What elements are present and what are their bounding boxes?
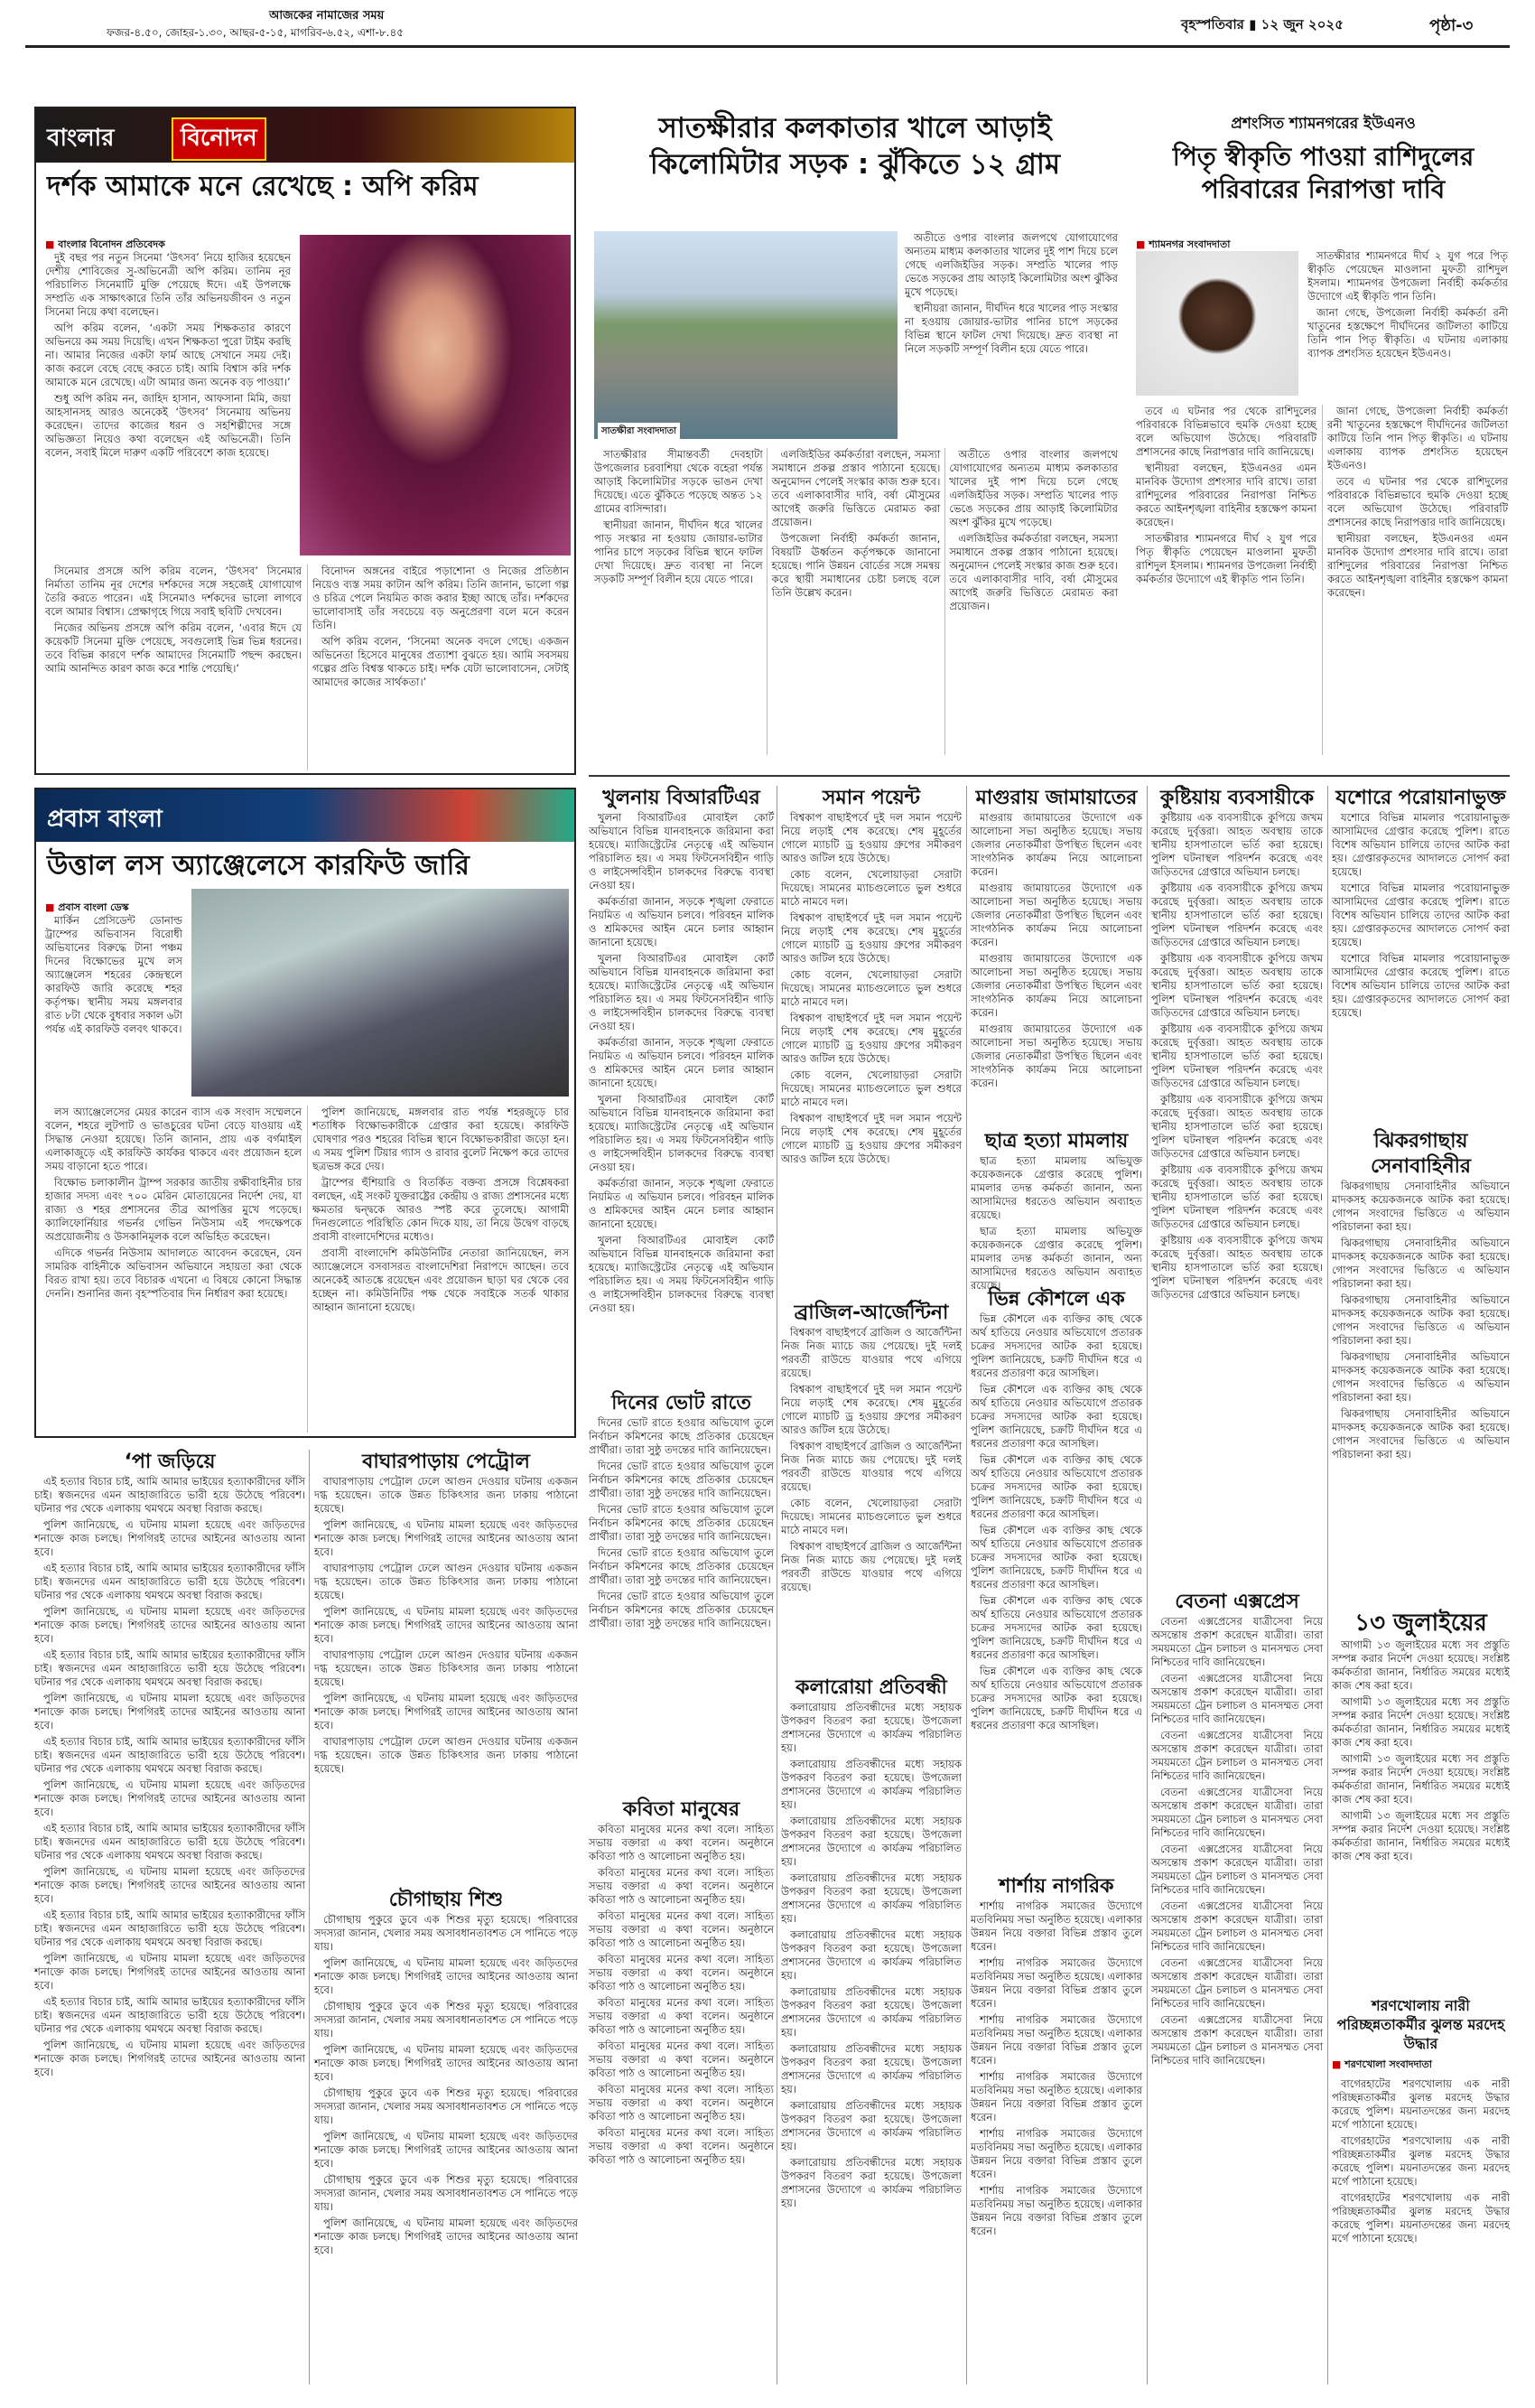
jessore-headline: যশোরে পরোয়ানাভুক্ত — [1335, 787, 1506, 809]
road-canal-photo — [594, 231, 898, 439]
sharsha-body: শার্শায় নাগরিক সমাজের উদ্যোগে মতবিনিময় সভা অনুষ্ঠিত হয়েছে। এলাকার উন্নয়ন নিয়ে বক্তারা বিভিন্ন প্রস্তাব তুলে ধরেন। শার্শায় নাগরিক সমাজের উদ্যোগে মতবিনিময় সভা অনুষ্ঠিত হয়েছে। এলাকার উন্নয়ন নিয়ে বক্তারা বিভিন্ন প্রস্তাব তুলে ধরেন। শার্শায় নাগরিক সমাজের উদ্যোগে মতবিনিময় সভা অনুষ্ঠিত হয়েছে। এলাকার উন্নয়ন নিয়ে বক্তারা বিভিন্ন প্রস্তাব তুলে ধরেন। শার্শায় নাগরিক সমাজের উদ্যোগে মতবিনিময় সভা অনুষ্ঠিত হয়েছে। এলাকার উন্নয়ন নিয়ে বক্তারা বিভিন্ন প্রস্তাব তুলে ধরেন। শার্শায় নাগরিক সমাজের উদ্যোগে মতবিনিময় সভা অনুষ্ঠিত হয়েছে। এলাকার উন্নয়ন নিয়ে বক্তারা বিভিন্ন প্রস্তাব তুলে ধরেন। শার্শায় নাগরিক সমাজের উদ্যোগে মতবিনিময় সভা অনুষ্ঠিত হয়েছে। এলাকার উন্নয়ন নিয়ে বক্তারা বিভিন্ন প্রস্তাব তুলে ধরেন। — [971, 1899, 1142, 2237]
jhikargachha-story — [1332, 1129, 1510, 1599]
khulna-brta-story — [589, 786, 774, 1382]
shyamnagar-headline: পিতৃ স্বীকৃতি পাওয়া রাশিদুলের পরিবারের নিরাপত্তা দাবি — [1172, 142, 1475, 204]
col-rule — [1147, 786, 1148, 2385]
probash-section — [34, 788, 576, 1438]
brazil-argentina-headline: ব্রাজিল-আর্জেন্টিনা — [794, 1302, 949, 1324]
probash-kicker: প্রবাস বাংলা — [47, 806, 163, 833]
shyamnagar-body-bottom: তবে এ ঘটনার পর থেকে রাশিদুলের পরিবারকে বিভিন্নভাবে হুমকি দেওয়া হচ্ছে বলে অভিযোগ উঠেছে। পরিবারটি প্রশাসনের কাছে নিরাপত্তার দাবি জানিয়েছে। স্থানীয়রা বলছেন, ইউএনওর এমন মানবিক উদ্যোগ প্রশংসার দাবি রাখে। তারা রাশিদুলের পরিবারের নিরাপত্তা নিশ্চিত করতে আইনশৃঙ্খলা বাহিনীর হস্তক্ষেপ কামনা করেছেন। সাতক্ষীরার শ্যামনগরে দীর্ঘ ২ যুগ পরে পিতৃ স্বীকৃতি পেয়েছেন মাওলানা মুফতী রাশিদুল ইসলাম। শ্যামনগর উপজেলা নির্বাহী কর্মকর্তার উদ্যোগে এই স্বীকৃতি পান তিনি। জানা গেছে, উপজেলা নির্বাহী কর্মকর্তা রনী খাতুনের হস্তক্ষেপে দীর্ঘদিনের জটিলতা কাটিয়ে তিনি পান পিতৃ স্বীকৃতি। এ ঘটনায় এলাকায় ব্যাপক প্রশংসিত হয়েছেন ইউএনও। তবে এ ঘটনার পর থেকে রাশিদুলের পরিবারকে বিভিন্নভাবে হুমকি দেওয়া হচ্ছে বলে অভিযোগ উঠেছে। পরিবারটি প্রশাসনের কাছে নিরাপত্তার দাবি জানিয়েছে। স্থানীয়রা বলছেন, ইউএনওর এমন মানবিক উদ্যোগ প্রশংসার দাবি রাখে। তারা রাশিদুলের পরিবারের নিরাপত্তা নিশ্চিত করতে আইনশৃঙ্খলা বাহিনীর হস্তক্ষেপ কামনা করেছেন। — [1136, 405, 1508, 599]
pa-jriye-story — [34, 1450, 305, 2385]
issue-date: বৃহস্পতিবার ▮ ১২ জুন ২০২৫ — [1181, 16, 1344, 33]
magura-body: মাগুরায় জামায়াতের উদ্যোগে এক আলোচনা সভা অনুষ্ঠিত হয়েছে। সভায় জেলার নেতাকর্মীরা উপস্থিত ছিলেন এবং সাংগঠনিক কার্যক্রম নিয়ে আলোচনা করেন। মাগুরায় জামায়াতের উদ্যোগে এক আলোচনা সভা অনুষ্ঠিত হয়েছে। সভায় জেলার নেতাকর্মীরা উপস্থিত ছিলেন এবং সাংগঠনিক কার্যক্রম নিয়ে আলোচনা করেন। মাগুরায় জামায়াতের উদ্যোগে এক আলোচনা সভা অনুষ্ঠিত হয়েছে। সভায় জেলার নেতাকর্মীরা উপস্থিত ছিলেন এবং সাংগঠনিক কার্যক্রম নিয়ে আলোচনা করেন। মাগুরায় জামায়াতের উদ্যোগে এক আলোচনা সভা অনুষ্ঠিত হয়েছে। সভায় জেলার নেতাকর্মীরা উপস্থিত ছিলেন এবং সাংগঠনিক কার্যক্রম নিয়ে আলোচনা করেন। — [971, 811, 1142, 1089]
page-number: পৃষ্ঠা-৩ — [1429, 16, 1474, 35]
dinar-vote-body: দিনের ভোট রাতে হওয়ার অভিযোগ তুলে নির্বাচন কমিশনের কাছে প্রতিকার চেয়েছেন প্রার্থীরা। তারা সুষ্ঠু তদন্তের দাবি জানিয়েছেন। দিনের ভোট রাতে হওয়ার অভিযোগ তুলে নির্বাচন কমিশনের কাছে প্রতিকার চেয়েছেন প্রার্থীরা। তারা সুষ্ঠু তদন্তের দাবি জানিয়েছেন। দিনের ভোট রাতে হওয়ার অভিযোগ তুলে নির্বাচন কমিশনের কাছে প্রতিকার চেয়েছেন প্রার্থীরা। তারা সুষ্ঠু তদন্তের দাবি জানিয়েছেন। দিনের ভোট রাতে হওয়ার অভিযোগ তুলে নির্বাচন কমিশনের কাছে প্রতিকার চেয়েছেন প্রার্থীরা। তারা সুষ্ঠু তদন্তের দাবি জানিয়েছেন। দিনের ভোট রাতে হওয়ার অভিযোগ তুলে নির্বাচন কমিশনের কাছে প্রতিকার চেয়েছেন প্রার্থীরা। তারা সুষ্ঠু তদন্তের দাবি জানিয়েছেন। — [589, 1416, 774, 1629]
july-13-body: আগামী ১৩ জুলাইয়ের মধ্যে সব প্রস্তুতি সম্পন্ন করার নির্দেশ দেওয়া হয়েছে। সংশ্লিষ্ট কর্মকর্তারা জানান, নির্ধারিত সময়ের মধ্যেই কাজ শেষ করা হবে। আগামী ১৩ জুলাইয়ের মধ্যে সব প্রস্তুতি সম্পন্ন করার নির্দেশ দেওয়া হয়েছে। সংশ্লিষ্ট কর্মকর্তারা জানান, নির্ধারিত সময়ের মধ্যেই কাজ শেষ করা হবে। আগামী ১৩ জুলাইয়ের মধ্যে সব প্রস্তুতি সম্পন্ন করার নির্দেশ দেওয়া হয়েছে। সংশ্লিষ্ট কর্মকর্তারা জানান, নির্ধারিত সময়ের মধ্যেই কাজ শেষ করা হবে। আগামী ১৩ জুলাইয়ের মধ্যে সব প্রস্তুতি সম্পন্ন করার নির্দেশ দেওয়া হয়েছে। সংশ্লিষ্ট কর্মকর্তারা জানান, নির্ধারিত সময়ের মধ্যেই কাজ শেষ করা হবে। — [1332, 1638, 1510, 1862]
khulna-brta-headline: খুলনায় বিআরটিএর — [602, 787, 760, 809]
col-divider — [309, 1450, 310, 2385]
prayer-times-label: আজকের নামাজের সময় — [269, 9, 385, 23]
binodon-kicker-2: বিনোদন — [172, 117, 266, 161]
kushtia-body: কুষ্টিয়ায় এক ব্যবসায়ীকে কুপিয়ে জখম করেছে দুর্বৃত্তরা। আহত অবস্থায় তাকে স্থানীয় হাসপাতালে ভর্তি করা হয়েছে। পুলিশ ঘটনাস্থল পরিদর্শন করেছে এবং জড়িতদের গ্রেপ্তারে অভিযান চলছে। কুষ্টিয়ায় এক ব্যবসায়ীকে কুপিয়ে জখম করেছে দুর্বৃত্তরা। আহত অবস্থায় তাকে স্থানীয় হাসপাতালে ভর্তি করা হয়েছে। পুলিশ ঘটনাস্থল পরিদর্শন করেছে এবং জড়িতদের গ্রেপ্তারে অভিযান চলছে। কুষ্টিয়ায় এক ব্যবসায়ীকে কুপিয়ে জখম করেছে দুর্বৃত্তরা। আহত অবস্থায় তাকে স্থানীয় হাসপাতালে ভর্তি করা হয়েছে। পুলিশ ঘটনাস্থল পরিদর্শন করেছে এবং জড়িতদের গ্রেপ্তারে অভিযান চলছে। কুষ্টিয়ায় এক ব্যবসায়ীকে কুপিয়ে জখম করেছে দুর্বৃত্তরা। আহত অবস্থায় তাকে স্থানীয় হাসপাতালে ভর্তি করা হয়েছে। পুলিশ ঘটনাস্থল পরিদর্শন করেছে এবং জড়িতদের গ্রেপ্তারে অভিযান চলছে। কুষ্টিয়ায় এক ব্যবসায়ীকে কুপিয়ে জখম করেছে দুর্বৃত্তরা। আহত অবস্থায় তাকে স্থানীয় হাসপাতালে ভর্তি করা হয়েছে। পুলিশ ঘটনাস্থল পরিদর্শন করেছে এবং জড়িতদের গ্রেপ্তারে অভিযান চলছে। কুষ্টিয়ায় এক ব্যবসায়ীকে কুপিয়ে জখম করেছে দুর্বৃত্তরা। আহত অবস্থায় তাকে স্থানীয় হাসপাতালে ভর্তি করা হয়েছে। পুলিশ ঘটনাস্থল পরিদর্শন করেছে এবং জড়িতদের গ্রেপ্তারে অভিযান চলছে। কুষ্টিয়ায় এক ব্যবসায়ীকে কুপিয়ে জখম করেছে দুর্বৃত্তরা। আহত অবস্থায় তাকে স্থানীয় হাসপাতালে ভর্তি করা হয়েছে। পুলিশ ঘটনাস্থল পরিদর্শন করেছে এবং জড়িতদের গ্রেপ্তারে অভিযান চলছে। — [1151, 811, 1323, 1301]
rashidul-photo — [1136, 251, 1298, 396]
sharankhola-story — [1332, 1996, 1510, 2385]
photo-caption: সাতক্ষীরা সংবাদদাতা — [598, 423, 680, 442]
header-rule — [25, 45, 1510, 48]
jessore-story — [1332, 786, 1510, 1120]
dinar-vote-story — [589, 1391, 774, 1788]
kalaroa-headline: কলারোয়া প্রতিবন্ধী — [795, 1676, 947, 1699]
kushtia-story — [1151, 786, 1323, 1581]
kalaroa-story — [781, 1675, 962, 2385]
binodon-byline: ■ বাংলার বিনোদন প্রতিবেদক — [45, 237, 165, 254]
pa-jriye-headline: ‘পা জড়িয়ে — [124, 1451, 216, 1473]
kushtia-headline: কুষ্টিয়ায় ব্যবসায়ীকে — [1159, 787, 1315, 809]
july-13-story — [1332, 1608, 1510, 1987]
binodon-banner — [36, 108, 574, 163]
kobita-story — [589, 1797, 774, 2385]
sharankhola-body: বাগেরহাটের শরণখোলায় এক নারী পরিচ্ছন্নতাকর্মীর ঝুলন্ত মরদেহ উদ্ধার করেছে পুলিশ। ময়নাতদন্তের জন্য মরদেহ মর্গে পাঠানো হয়েছে। বাগেরহাটের শরণখোলায় এক নারী পরিচ্ছন্নতাকর্মীর ঝুলন্ত মরদেহ উদ্ধার করেছে পুলিশ। ময়নাতদন্তের জন্য মরদেহ মর্গে পাঠানো হয়েছে। বাগেরহাটের শরণখোলায় এক নারী পরিচ্ছন্নতাকর্মীর ঝুলন্ত মরদেহ উদ্ধার করেছে পুলিশ। ময়নাতদন্তের জন্য মরদেহ মর্গে পাঠানো হয়েছে। — [1332, 2077, 1510, 2245]
jessore-body: যশোরে বিভিন্ন মামলার পরোয়ানাভুক্ত আসামিদের গ্রেপ্তার করেছে পুলিশ। রাতে বিশেষ অভিযান চালিয়ে তাদের আটক করা হয়। গ্রেপ্তারকৃতদের আদালতে সোপর্দ করা হয়েছে। যশোরে বিভিন্ন মামলার পরোয়ানাভুক্ত আসামিদের গ্রেপ্তার করেছে পুলিশ। রাতে বিশেষ অভিযান চালিয়ে তাদের আটক করা হয়। গ্রেপ্তারকৃতদের আদালতে সোপর্দ করা হয়েছে। যশোরে বিভিন্ন মামলার পরোয়ানাভুক্ত আসামিদের গ্রেপ্তার করেছে পুলিশ। রাতে বিশেষ অভিযান চালিয়ে তাদের আটক করা হয়। গ্রেপ্তারকৃতদের আদালতে সোপর্দ করা হয়েছে। — [1332, 811, 1510, 1019]
probash-body-bottom: লস অ্যাঞ্জেলেসের মেয়র কারেন ব্যাস এক সংবাদ সম্মেলনে বলেন, শহরে লুটপাট ও ভাঙচুরের ঘটনা বেড়ে যাওয়ায় এই সিদ্ধান্ত নেওয়া হয়েছে। তিনি জানান, প্রায় এক বর্গমাইল এলাকাজুড়ে এই কারফিউ কার্যকর থাকবে এবং প্রয়োজন হলে সময় বাড়ানো হতে পারে। বিক্ষোভ চলাকালীন ট্রাম্প সরকার জাতীয় রক্ষীবাহিনীর চার হাজার সদস্য এবং ৭০০ মেরিন মোতায়েনের নির্দেশ দেয়, যা রাজ্য ও শহর প্রশাসনের তীব্র আপত্তির মুখে পড়েছে। ক্যালিফোর্নিয়ার গভর্নর গেভিন নিউসাম এই পদক্ষেপকে অপ্রয়োজনীয় ও উসকানিমূলক বলে অভিহিত করেছেন। এদিকে গভর্নর নিউসাম আদালতে আবেদন করেছেন, যেন সামরিক বাহিনীকে অভিবাসন অভিযানে সহায়তা করা থেকে বিরত রাখা হয়। তবে বিচারক এখনো এ বিষয়ে কোনো সিদ্ধান্ত দেননি। শুনানির জন্য বৃহস্পতিবার দিন নির্ধারণ করা হয়েছে। পুলিশ জানিয়েছে, মঙ্গলবার রাত পর্যন্ত শহরজুড়ে চার শতাধিক বিক্ষোভকারীকে গ্রেপ্তার করা হয়েছে। কারফিউ ঘোষণার পরও শহরের বিভিন্ন স্থানে বিক্ষোভকারীরা জড়ো হন। এ সময় পুলিশ টিয়ার গ্যাস ও রাবার বুলেট নিক্ষেপ করে তাদের ছত্রভঙ্গ করে দেয়। ট্রাম্পের হুঁশিয়ারি ও বিতর্কিত বক্তব্য প্রসঙ্গে বিশ্লেষকরা বলছেন, এই সংকট যুক্তরাষ্ট্রের কেন্দ্রীয় ও রাজ্য প্রশাসনের মধ্যে ক্ষমতার দ্বন্দ্বকে আরও স্পষ্ট করে তুলেছে। আগামী দিনগুলোতে পরিস্থিতি কোন দিকে যায়, তা নিয়ে উদ্বেগ বাড়ছে প্রবাসী বাংলাদেশিদের মধ্যেও। প্রবাসী বাংলাদেশি কমিউনিটির নেতারা জানিয়েছেন, লস অ্যাঞ্জেলেসে বসবাসরত বাংলাদেশিরা নিরাপদে আছেন। তবে অনেকেই আতঙ্কে রয়েছেন এবং প্রয়োজন ছাড়া ঘর থেকে বের হচ্ছেন না। কমিউনিটির পক্ষ থেকে সবাইকে সতর্ক থাকার আহ্বান জানানো হয়েছে। — [45, 1106, 569, 1313]
jhikargachha-headline: ঝিকরগাছায় সেনাবাহিনীর — [1371, 1130, 1471, 1178]
satkhira-story — [589, 107, 1121, 757]
shyamnagar-story — [1136, 107, 1511, 757]
page-header — [25, 5, 1510, 45]
opi-karim-photo — [300, 235, 571, 555]
saman-point-headline: সমান পয়েন্ট — [823, 787, 920, 809]
satkhira-body-right: অতীতে ওপার বাংলার জলপথে যোগাযোগের অন্যতম মাধ্যম কলকাতার খালের দুই পাশ দিয়ে চলে গেছে এলজিইডির সড়ক। সম্প্রতি খালের পাড় ভেঙে সড়কের প্রায় আড়াই কিলোমিটার অংশ ঝুঁকির মুখে পড়েছে। স্থানীয়রা জানান, দীর্ঘদিন ধরে খালের পাড় সংস্কার না হওয়ায় জোয়ার-ভাটার পানির চাপে সড়কের বিভিন্ন স্থানে ফাটল দেখা দিয়েছে। দ্রুত ব্যবস্থা না নিলে সড়কটি সম্পূর্ণ বিলীন হয়ে যেতে পারে। — [905, 231, 1118, 355]
saman-point-body: বিশ্বকাপ বাছাইপর্বে দুই দল সমান পয়েন্ট নিয়ে লড়াই শেষ করেছে। শেষ মুহূর্তের গোলে ম্যাচটি ড্র হওয়ায় গ্রুপের সমীকরণ আরও জটিল হয়ে উঠেছে। কোচ বলেন, খেলোয়াড়রা সেরাটা দিয়েছে। সামনের ম্যাচগুলোতে ভুল শুধরে মাঠে নামবে দল। বিশ্বকাপ বাছাইপর্বে দুই দল সমান পয়েন্ট নিয়ে লড়াই শেষ করেছে। শেষ মুহূর্তের গোলে ম্যাচটি ড্র হওয়ায় গ্রুপের সমীকরণ আরও জটিল হয়ে উঠেছে। কোচ বলেন, খেলোয়াড়রা সেরাটা দিয়েছে। সামনের ম্যাচগুলোতে ভুল শুধরে মাঠে নামবে দল। বিশ্বকাপ বাছাইপর্বে দুই দল সমান পয়েন্ট নিয়ে লড়াই শেষ করেছে। শেষ মুহূর্তের গোলে ম্যাচটি ড্র হওয়ায় গ্রুপের সমীকরণ আরও জটিল হয়ে উঠেছে। কোচ বলেন, খেলোয়াড়রা সেরাটা দিয়েছে। সামনের ম্যাচগুলোতে ভুল শুধরে মাঠে নামবে দল। বিশ্বকাপ বাছাইপর্বে দুই দল সমান পয়েন্ট নিয়ে লড়াই শেষ করেছে। শেষ মুহূর্তের গোলে ম্যাচটি ড্র হওয়ায় গ্রুপের সমীকরণ আরও জটিল হয়ে উঠেছে। — [781, 811, 962, 1165]
brazil-argentina-story — [781, 1301, 962, 1666]
probash-body-left: মার্কিন প্রেসিডেন্ট ডোনাল্ড ট্রাম্পের অভিবাসন বিরোধী অভিযানের বিরুদ্ধে টানা পঞ্চম দিনের বিক্ষোভের মুখে লস অ্যাঞ্জেলেস শহরের কেন্দ্রস্থলে কারফিউ জারি করেছে শহর কর্তৃপক্ষ। স্থানীয় সময় মঙ্গলবার রাত ৮টা থেকে বুধবার সকাল ৬টা পর্যন্ত এই কারফিউ বলবৎ থাকবে। — [45, 914, 182, 1035]
baghar-para-story — [314, 1450, 578, 1883]
binodon-section — [34, 107, 576, 775]
satkhira-body-bottom: সাতক্ষীরার সীমান্তবর্তী দেবহাটা উপজেলার চরবাশিয়া থেকে বহেরা পর্যন্ত আড়াই কিলোমিটার সড়কে ভাঙন দেখা দিয়েছে। এতে ঝুঁকিতে পড়েছে অন্তত ১২ গ্রামের বাসিন্দারা। স্থানীয়রা জানান, দীর্ঘদিন ধরে খালের পাড় সংস্কার না হওয়ায় জোয়ার-ভাটার পানির চাপে সড়কের বিভিন্ন স্থানে ফাটল দেখা দিয়েছে। দ্রুত ব্যবস্থা না নিলে সড়কটি সম্পূর্ণ বিলীন হয়ে যেতে পারে। এলজিইডির কর্মকর্তারা বলছেন, সমস্যা সমাধানে প্রকল্প প্রস্তাব পাঠানো হয়েছে। অনুমোদন পেলেই সংস্কার কাজ শুরু হবে। তবে এলাকাবাসীর দাবি, বর্ষা মৌসুমের আগেই জরুরি ভিত্তিতে মেরামত করা প্রয়োজন। উপজেলা নির্বাহী কর্মকর্তা জানান, বিষয়টি ঊর্ধ্বতন কর্তৃপক্ষকে জানানো হয়েছে। পানি উন্নয়ন বোর্ডের সঙ্গে সমন্বয় করে স্থায়ী সমাধানের চেষ্টা চলছে বলে তিনি উল্লেখ করেন। অতীতে ওপার বাংলার জলপথে যোগাযোগের অন্যতম মাধ্যম কলকাতার খালের দুই পাশ দিয়ে চলে গেছে এলজিইডির সড়ক। সম্প্রতি খালের পাড় ভেঙে সড়কের প্রায় আড়াই কিলোমিটার অংশ ঝুঁকির মুখে পড়েছে। এলজিইডির কর্মকর্তারা বলছেন, সমস্যা সমাধানে প্রকল্প প্রস্তাব পাঠানো হয়েছে। অনুমোদন পেলেই সংস্কার কাজ শুরু হবে। তবে এলাকাবাসীর দাবি, বর্ষা মৌসুমের আগেই জরুরি ভিত্তিতে মেরামত করা প্রয়োজন। — [594, 448, 1118, 612]
khulna-brta-body: খুলনা বিআরটিএর মোবাইল কোর্ট অভিযানে বিভিন্ন যানবাহনকে জরিমানা করা হয়েছে। ম্যাজিস্ট্রেটের নেতৃত্বে এই অভিযান পরিচালিত হয়। এ সময় ফিটনেসবিহীন গাড়ি ও লাইসেন্সবিহীন চালকদের বিরুদ্ধে ব্যবস্থা নেওয়া হয়। কর্মকর্তারা জানান, সড়কে শৃঙ্খলা ফেরাতে নিয়মিত এ অভিযান চলবে। পরিবহন মালিক ও শ্রমিকদের আইন মেনে চলার আহ্বান জানানো হয়েছে। খুলনা বিআরটিএর মোবাইল কোর্ট অভিযানে বিভিন্ন যানবাহনকে জরিমানা করা হয়েছে। ম্যাজিস্ট্রেটের নেতৃত্বে এই অভিযান পরিচালিত হয়। এ সময় ফিটনেসবিহীন গাড়ি ও লাইসেন্সবিহীন চালকদের বিরুদ্ধে ব্যবস্থা নেওয়া হয়। কর্মকর্তারা জানান, সড়কে শৃঙ্খলা ফেরাতে নিয়মিত এ অভিযান চলবে। পরিবহন মালিক ও শ্রমিকদের আইন মেনে চলার আহ্বান জানানো হয়েছে। খুলনা বিআরটিএর মোবাইল কোর্ট অভিযানে বিভিন্ন যানবাহনকে জরিমানা করা হয়েছে। ম্যাজিস্ট্রেটের নেতৃত্বে এই অভিযান পরিচালিত হয়। এ সময় ফিটনেসবিহীন গাড়ি ও লাইসেন্সবিহীন চালকদের বিরুদ্ধে ব্যবস্থা নেওয়া হয়। কর্মকর্তারা জানান, সড়কে শৃঙ্খলা ফেরাতে নিয়মিত এ অভিযান চলবে। পরিবহন মালিক ও শ্রমিকদের আইন মেনে চলার আহ্বান জানানো হয়েছে। খুলনা বিআরটিএর মোবাইল কোর্ট অভিযানে বিভিন্ন যানবাহনকে জরিমানা করা হয়েছে। ম্যাজিস্ট্রেটের নেতৃত্বে এই অভিযান পরিচালিত হয়। এ সময় ফিটনেসবিহীন গাড়ি ও লাইসেন্সবিহীন চালকদের বিরুদ্ধে ব্যবস্থা নেওয়া হয়। — [589, 811, 774, 1314]
shyamnagar-kicker: প্রশংসিত শ্যামনগরের ইউএনও — [1231, 115, 1416, 133]
sharankhola-headline: শরণখোলায় নারী পরিচ্ছন্নতাকর্মীর ঝুলন্ত মরদেহ উদ্ধার — [1336, 1997, 1505, 2052]
col-rule — [966, 786, 967, 2385]
chhatra-hotya-story — [971, 1129, 1142, 1292]
chougachha-body: চৌগাছায় পুকুরে ডুবে এক শিশুর মৃত্যু হয়েছে। পরিবারের সদস্যরা জানান, খেলার সময় অসাবধানতাবশত সে পানিতে পড়ে যায়। পুলিশ জানিয়েছে, এ ঘটনায় মামলা হয়েছে এবং জড়িতদের শনাক্তে কাজ চলছে। শিগগিরই তাদের আইনের আওতায় আনা হবে। চৌগাছায় পুকুরে ডুবে এক শিশুর মৃত্যু হয়েছে। পরিবারের সদস্যরা জানান, খেলার সময় অসাবধানতাবশত সে পানিতে পড়ে যায়। পুলিশ জানিয়েছে, এ ঘটনায় মামলা হয়েছে এবং জড়িতদের শনাক্তে কাজ চলছে। শিগগিরই তাদের আইনের আওতায় আনা হবে। চৌগাছায় পুকুরে ডুবে এক শিশুর মৃত্যু হয়েছে। পরিবারের সদস্যরা জানান, খেলার সময় অসাবধানতাবশত সে পানিতে পড়ে যায়। পুলিশ জানিয়েছে, এ ঘটনায় মামলা হয়েছে এবং জড়িতদের শনাক্তে কাজ চলছে। শিগগিরই তাদের আইনের আওতায় আনা হবে। চৌগাছায় পুকুরে ডুবে এক শিশুর মৃত্যু হয়েছে। পরিবারের সদস্যরা জানান, খেলার সময় অসাবধানতাবশত সে পানিতে পড়ে যায়। পুলিশ জানিয়েছে, এ ঘটনায় মামলা হয়েছে এবং জড়িতদের শনাক্তে কাজ চলছে। শিগগিরই তাদের আইনের আওতায় আনা হবে। — [314, 1913, 578, 2256]
dinar-vote-headline: দিনের ভোট রাতে — [611, 1392, 751, 1414]
binodon-body-bottom: সিনেমার প্রসঙ্গে অপি করিম বলেন, ‘উৎসব’ সিনেমার নির্মাতা তানিম নূর দেশের দর্শকদের সঙ্গে সহজেই যোগাযোগ তৈরি করতে পারেন। এই সিনেমাও দর্শকদের ভালো লাগবে বলে আমার বিশ্বাস। প্রেক্ষাগৃহে গিয়ে সবাই ছবিটি দেখবেন। নিজের অভিনয় প্রসঙ্গে অপি করিম বলেন, ‘এবার ঈদে যে কয়েকটি সিনেমা মুক্তি পেয়েছে, সবগুলোই ভিন্ন ভিন্ন ধরনের। তবে বিভিন্ন কারণে দর্শক আমাদের সিনেমাটি পছন্দ করছেন। আমি আনন্দিত কারণ কাজ করে শান্তি পেয়েছি।’ বিনোদন অঙ্গনের বাইরে পড়াশোনা ও নিজের প্রতিষ্ঠান নিয়েও ব্যস্ত সময় কাটান অপি করিম। তিনি জানান, ভালো গল্প ও চরিত্র পেলে নিয়মিত কাজ করার ইচ্ছা আছে তাঁর। দর্শকদের ভালোবাসাই তাঁর সবচেয়ে বড় অনুপ্রেরণা বলে মনে করেন তিনি। অপি করিম বলেন, ‘সিনেমা অনেক বদলে গেছে। একজন অভিনেতা হিসেবে মানুষের প্রত্যাশা বুঝতে হয়। আমি সবসময় গল্পের প্রতি বিশ্বস্ত থাকতে চাই। দর্শক যেটা ভালোবাসেন, সেটাই আমাদের কাজের সার্থকতা।’ — [45, 565, 569, 688]
baghar-para-body: বাঘারপাড়ায় পেট্রোল ঢেলে আগুন দেওয়ার ঘটনায় একজন দগ্ধ হয়েছেন। তাকে উন্নত চিকিৎসার জন্য ঢাকায় পাঠানো হয়েছে। পুলিশ জানিয়েছে, এ ঘটনায় মামলা হয়েছে এবং জড়িতদের শনাক্তে কাজ চলছে। শিগগিরই তাদের আইনের আওতায় আনা হবে। বাঘারপাড়ায় পেট্রোল ঢেলে আগুন দেওয়ার ঘটনায় একজন দগ্ধ হয়েছেন। তাকে উন্নত চিকিৎসার জন্য ঢাকায় পাঠানো হয়েছে। পুলিশ জানিয়েছে, এ ঘটনায় মামলা হয়েছে এবং জড়িতদের শনাক্তে কাজ চলছে। শিগগিরই তাদের আইনের আওতায় আনা হবে। বাঘারপাড়ায় পেট্রোল ঢেলে আগুন দেওয়ার ঘটনায় একজন দগ্ধ হয়েছেন। তাকে উন্নত চিকিৎসার জন্য ঢাকায় পাঠানো হয়েছে। পুলিশ জানিয়েছে, এ ঘটনায় মামলা হয়েছে এবং জড়িতদের শনাক্তে কাজ চলছে। শিগগিরই তাদের আইনের আওতায় আনা হবে। বাঘারপাড়ায় পেট্রোল ঢেলে আগুন দেওয়ার ঘটনায় একজন দগ্ধ হয়েছেন। তাকে উন্নত চিকিৎসার জন্য ঢাকায় পাঠানো হয়েছে। — [314, 1475, 578, 1775]
probash-headline: উত্তাল লস অ্যাঞ্জেলেসে কারফিউ জারি — [47, 850, 470, 882]
shyamnagar-body-right: সাতক্ষীরার শ্যামনগরে দীর্ঘ ২ যুগ পরে পিতৃ স্বীকৃতি পেয়েছেন মাওলানা মুফতী রাশিদুল ইসলাম। শ্যামনগর উপজেলা নির্বাহী কর্মকর্তার উদ্যোগে এই স্বীকৃতি পান তিনি। জানা গেছে, উপজেলা নির্বাহী কর্মকর্তা রনী খাতুনের হস্তক্ষেপে দীর্ঘদিনের জটিলতা কাটিয়ে তিনি পান পিতৃ স্বীকৃতি। এ ঘটনায় এলাকায় ব্যাপক প্রশংসিত হয়েছেন ইউএনও। — [1307, 249, 1508, 359]
binodon-headline: দর্শক আমাকে মনে রেখেছে : অপি করিম — [47, 171, 479, 202]
pa-jriye-body: এই হত্যার বিচার চাই, আমি আমার ভাইয়ের হত্যাকারীদের ফাঁসি চাই। স্বজনদের এমন আহাজারিতে ভারী হয়ে উঠেছে পরিবেশ। ঘটনার পর থেকে এলাকায় থমথমে অবস্থা বিরাজ করছে। পুলিশ জানিয়েছে, এ ঘটনায় মামলা হয়েছে এবং জড়িতদের শনাক্তে কাজ চলছে। শিগগিরই তাদের আইনের আওতায় আনা হবে। এই হত্যার বিচার চাই, আমি আমার ভাইয়ের হত্যাকারীদের ফাঁসি চাই। স্বজনদের এমন আহাজারিতে ভারী হয়ে উঠেছে পরিবেশ। ঘটনার পর থেকে এলাকায় থমথমে অবস্থা বিরাজ করছে। পুলিশ জানিয়েছে, এ ঘটনায় মামলা হয়েছে এবং জড়িতদের শনাক্তে কাজ চলছে। শিগগিরই তাদের আইনের আওতায় আনা হবে। এই হত্যার বিচার চাই, আমি আমার ভাইয়ের হত্যাকারীদের ফাঁসি চাই। স্বজনদের এমন আহাজারিতে ভারী হয়ে উঠেছে পরিবেশ। ঘটনার পর থেকে এলাকায় থমথমে অবস্থা বিরাজ করছে। পুলিশ জানিয়েছে, এ ঘটনায় মামলা হয়েছে এবং জড়িতদের শনাক্তে কাজ চলছে। শিগগিরই তাদের আইনের আওতায় আনা হবে। এই হত্যার বিচার চাই, আমি আমার ভাইয়ের হত্যাকারীদের ফাঁসি চাই। স্বজনদের এমন আহাজারিতে ভারী হয়ে উঠেছে পরিবেশ। ঘটনার পর থেকে এলাকায় থমথমে অবস্থা বিরাজ করছে। পুলিশ জানিয়েছে, এ ঘটনায় মামলা হয়েছে এবং জড়িতদের শনাক্তে কাজ চলছে। শিগগিরই তাদের আইনের আওতায় আনা হবে। এই হত্যার বিচার চাই, আমি আমার ভাইয়ের হত্যাকারীদের ফাঁসি চাই। স্বজনদের এমন আহাজারিতে ভারী হয়ে উঠেছে পরিবেশ। ঘটনার পর থেকে এলাকায় থমথমে অবস্থা বিরাজ করছে। পুলিশ জানিয়েছে, এ ঘটনায় মামলা হয়েছে এবং জড়িতদের শনাক্তে কাজ চলছে। শিগগিরই তাদের আইনের আওতায় আনা হবে। এই হত্যার বিচার চাই, আমি আমার ভাইয়ের হত্যাকারীদের ফাঁসি চাই। স্বজনদের এমন আহাজারিতে ভারী হয়ে উঠেছে পরিবেশ। ঘটনার পর থেকে এলাকায় থমথমে অবস্থা বিরাজ করছে। পুলিশ জানিয়েছে, এ ঘটনায় মামলা হয়েছে এবং জড়িতদের শনাক্তে কাজ চলছে। শিগগিরই তাদের আইনের আওতায় আনা হবে। এই হত্যার বিচার চাই, আমি আমার ভাইয়ের হত্যাকারীদের ফাঁসি চাই। স্বজনদের এমন আহাজারিতে ভারী হয়ে উঠেছে পরিবেশ। ঘটনার পর থেকে এলাকায় থমথমে অবস্থা বিরাজ করছে। পুলিশ জানিয়েছে, এ ঘটনায় মামলা হয়েছে এবং জড়িতদের শনাক্তে কাজ চলছে। শিগগিরই তাদের আইনের আওতায় আনা হবে। — [34, 1475, 305, 2078]
saman-point-story — [781, 786, 962, 1287]
sharankhola-byline: ■ শরণখোলা সংবাদদাতা — [1332, 2057, 1510, 2074]
bhinno-koushal-headline: ভিন্ন কৌশলে এক — [988, 1288, 1125, 1311]
bhinno-koushal-story — [971, 1287, 1142, 1865]
chhatra-hotya-headline: ছাত্র হত্যা মামলায় — [984, 1130, 1129, 1153]
betna-express-story — [1151, 1590, 1323, 2385]
brazil-argentina-body: বিশ্বকাপ বাছাইপর্বে ব্রাজিল ও আর্জেন্টিনা নিজ নিজ ম্যাচে জয় পেয়েছে। দুই দলই পরবর্তী রাউন্ডে যাওয়ার পথে এগিয়ে রয়েছে। বিশ্বকাপ বাছাইপর্বে দুই দল সমান পয়েন্ট নিয়ে লড়াই শেষ করেছে। শেষ মুহূর্তের গোলে ম্যাচটি ড্র হওয়ায় গ্রুপের সমীকরণ আরও জটিল হয়ে উঠেছে। বিশ্বকাপ বাছাইপর্বে ব্রাজিল ও আর্জেন্টিনা নিজ নিজ ম্যাচে জয় পেয়েছে। দুই দলই পরবর্তী রাউন্ডে যাওয়ার পথে এগিয়ে রয়েছে। কোচ বলেন, খেলোয়াড়রা সেরাটা দিয়েছে। সামনের ম্যাচগুলোতে ভুল শুধরে মাঠে নামবে দল। বিশ্বকাপ বাছাইপর্বে ব্রাজিল ও আর্জেন্টিনা নিজ নিজ ম্যাচে জয় পেয়েছে। দুই দলই পরবর্তী রাউন্ডে যাওয়ার পথে এগিয়ে রয়েছে। — [781, 1326, 962, 1593]
july-13-headline: ১৩ জুলাইয়ের — [1354, 1610, 1487, 1637]
sharsha-headline: শার্শায় নাগরিক — [999, 1875, 1114, 1898]
satkhira-headline: সাতক্ষীরার কলকাতার খালে আড়াই কিলোমিটার সড়ক : ঝুঁকিতে ১২ গ্রাম — [649, 112, 1061, 181]
col-rule — [1327, 786, 1328, 2385]
betna-express-headline: বেতনা এক্সপ্রেস — [1175, 1591, 1299, 1613]
kobita-body: কবিতা মানুষের মনের কথা বলে। সাহিত্য সভায় বক্তারা এ কথা বলেন। অনুষ্ঠানে কবিতা পাঠ ও আলোচনা অনুষ্ঠিত হয়। কবিতা মানুষের মনের কথা বলে। সাহিত্য সভায় বক্তারা এ কথা বলেন। অনুষ্ঠানে কবিতা পাঠ ও আলোচনা অনুষ্ঠিত হয়। কবিতা মানুষের মনের কথা বলে। সাহিত্য সভায় বক্তারা এ কথা বলেন। অনুষ্ঠানে কবিতা পাঠ ও আলোচনা অনুষ্ঠিত হয়। কবিতা মানুষের মনের কথা বলে। সাহিত্য সভায় বক্তারা এ কথা বলেন। অনুষ্ঠানে কবিতা পাঠ ও আলোচনা অনুষ্ঠিত হয়। কবিতা মানুষের মনের কথা বলে। সাহিত্য সভায় বক্তারা এ কথা বলেন। অনুষ্ঠানে কবিতা পাঠ ও আলোচনা অনুষ্ঠিত হয়। কবিতা মানুষের মনের কথা বলে। সাহিত্য সভায় বক্তারা এ কথা বলেন। অনুষ্ঠানে কবিতা পাঠ ও আলোচনা অনুষ্ঠিত হয়। কবিতা মানুষের মনের কথা বলে। সাহিত্য সভায় বক্তারা এ কথা বলেন। অনুষ্ঠানে কবিতা পাঠ ও আলোচনা অনুষ্ঠিত হয়। কবিতা মানুষের মনের কথা বলে। সাহিত্য সভায় বক্তারা এ কথা বলেন। অনুষ্ঠানে কবিতা পাঠ ও আলোচনা অনুষ্ঠিত হয়। — [589, 1823, 774, 2166]
shyamnagar-byline: ■ শ্যামনগর সংবাদদাতা — [1136, 237, 1230, 254]
jhikargachha-body: ঝিকরগাছায় সেনাবাহিনীর অভিযানে মাদকসহ কয়েকজনকে আটক করা হয়েছে। গোপন সংবাদের ভিত্তিতে এ অভিযান পরিচালনা করা হয়। ঝিকরগাছায় সেনাবাহিনীর অভিযানে মাদকসহ কয়েকজনকে আটক করা হয়েছে। গোপন সংবাদের ভিত্তিতে এ অভিযান পরিচালনা করা হয়। ঝিকরগাছায় সেনাবাহিনীর অভিযানে মাদকসহ কয়েকজনকে আটক করা হয়েছে। গোপন সংবাদের ভিত্তিতে এ অভিযান পরিচালনা করা হয়। ঝিকরগাছায় সেনাবাহিনীর অভিযানে মাদকসহ কয়েকজনকে আটক করা হয়েছে। গোপন সংবাদের ভিত্তিতে এ অভিযান পরিচালনা করা হয়। ঝিকরগাছায় সেনাবাহিনীর অভিযানে মাদকসহ কয়েকজনকে আটক করা হয়েছে। গোপন সংবাদের ভিত্তিতে এ অভিযান পরিচালনা করা হয়। — [1332, 1180, 1510, 1461]
kalaroa-body: কলারোয়ায় প্রতিবন্ধীদের মধ্যে সহায়ক উপকরণ বিতরণ করা হয়েছে। উপজেলা প্রশাসনের উদ্যোগে এ কার্যক্রম পরিচালিত হয়। কলারোয়ায় প্রতিবন্ধীদের মধ্যে সহায়ক উপকরণ বিতরণ করা হয়েছে। উপজেলা প্রশাসনের উদ্যোগে এ কার্যক্রম পরিচালিত হয়। কলারোয়ায় প্রতিবন্ধীদের মধ্যে সহায়ক উপকরণ বিতরণ করা হয়েছে। উপজেলা প্রশাসনের উদ্যোগে এ কার্যক্রম পরিচালিত হয়। কলারোয়ায় প্রতিবন্ধীদের মধ্যে সহায়ক উপকরণ বিতরণ করা হয়েছে। উপজেলা প্রশাসনের উদ্যোগে এ কার্যক্রম পরিচালিত হয়। কলারোয়ায় প্রতিবন্ধীদের মধ্যে সহায়ক উপকরণ বিতরণ করা হয়েছে। উপজেলা প্রশাসনের উদ্যোগে এ কার্যক্রম পরিচালিত হয়। কলারোয়ায় প্রতিবন্ধীদের মধ্যে সহায়ক উপকরণ বিতরণ করা হয়েছে। উপজেলা প্রশাসনের উদ্যোগে এ কার্যক্রম পরিচালিত হয়। কলারোয়ায় প্রতিবন্ধীদের মধ্যে সহায়ক উপকরণ বিতরণ করা হয়েছে। উপজেলা প্রশাসনের উদ্যোগে এ কার্যক্রম পরিচালিত হয়। কলারোয়ায় প্রতিবন্ধীদের মধ্যে সহায়ক উপকরণ বিতরণ করা হয়েছে। উপজেলা প্রশাসনের উদ্যোগে এ কার্যক্রম পরিচালিত হয়। কলারোয়ায় প্রতিবন্ধীদের মধ্যে সহায়ক উপকরণ বিতরণ করা হয়েছে। উপজেলা প্রশাসনের উদ্যোগে এ কার্যক্রম পরিচালিত হয়। — [781, 1701, 962, 2209]
chougachha-headline: চৌগাছায় শিশু — [388, 1889, 504, 1911]
bhinno-koushal-body: ভিন্ন কৌশলে এক ব্যক্তির কাছ থেকে অর্থ হাতিয়ে নেওয়ার অভিযোগে প্রতারক চক্রের সদস্যদের আটক করা হয়েছে। পুলিশ জানিয়েছে, চক্রটি দীর্ঘদিন ধরে এ ধরনের প্রতারণা করে আসছিল। ভিন্ন কৌশলে এক ব্যক্তির কাছ থেকে অর্থ হাতিয়ে নেওয়ার অভিযোগে প্রতারক চক্রের সদস্যদের আটক করা হয়েছে। পুলিশ জানিয়েছে, চক্রটি দীর্ঘদিন ধরে এ ধরনের প্রতারণা করে আসছিল। ভিন্ন কৌশলে এক ব্যক্তির কাছ থেকে অর্থ হাতিয়ে নেওয়ার অভিযোগে প্রতারক চক্রের সদস্যদের আটক করা হয়েছে। পুলিশ জানিয়েছে, চক্রটি দীর্ঘদিন ধরে এ ধরনের প্রতারণা করে আসছিল। ভিন্ন কৌশলে এক ব্যক্তির কাছ থেকে অর্থ হাতিয়ে নেওয়ার অভিযোগে প্রতারক চক্রের সদস্যদের আটক করা হয়েছে। পুলিশ জানিয়েছে, চক্রটি দীর্ঘদিন ধরে এ ধরনের প্রতারণা করে আসছিল। ভিন্ন কৌশলে এক ব্যক্তির কাছ থেকে অর্থ হাতিয়ে নেওয়ার অভিযোগে প্রতারক চক্রের সদস্যদের আটক করা হয়েছে। পুলিশ জানিয়েছে, চক্রটি দীর্ঘদিন ধরে এ ধরনের প্রতারণা করে আসছিল। ভিন্ন কৌশলে এক ব্যক্তির কাছ থেকে অর্থ হাতিয়ে নেওয়ার অভিযোগে প্রতারক চক্রের সদস্যদের আটক করা হয়েছে। পুলিশ জানিয়েছে, চক্রটি দীর্ঘদিন ধরে এ ধরনের প্রতারণা করে আসছিল। — [971, 1312, 1142, 1731]
magura-story — [971, 786, 1142, 1120]
baghar-para-headline: বাঘারপাড়ায় পেট্রোল — [362, 1451, 530, 1473]
betna-express-body: বেতনা এক্সপ্রেসের যাত্রীসেবা নিয়ে অসন্তোষ প্রকাশ করেছেন যাত্রীরা। তারা সময়মতো ট্রেন চলাচল ও মানসম্মত সেবা নিশ্চিতের দাবি জানিয়েছেন। বেতনা এক্সপ্রেসের যাত্রীসেবা নিয়ে অসন্তোষ প্রকাশ করেছেন যাত্রীরা। তারা সময়মতো ট্রেন চলাচল ও মানসম্মত সেবা নিশ্চিতের দাবি জানিয়েছেন। বেতনা এক্সপ্রেসের যাত্রীসেবা নিয়ে অসন্তোষ প্রকাশ করেছেন যাত্রীরা। তারা সময়মতো ট্রেন চলাচল ও মানসম্মত সেবা নিশ্চিতের দাবি জানিয়েছেন। বেতনা এক্সপ্রেসের যাত্রীসেবা নিয়ে অসন্তোষ প্রকাশ করেছেন যাত্রীরা। তারা সময়মতো ট্রেন চলাচল ও মানসম্মত সেবা নিশ্চিতের দাবি জানিয়েছেন। বেতনা এক্সপ্রেসের যাত্রীসেবা নিয়ে অসন্তোষ প্রকাশ করেছেন যাত্রীরা। তারা সময়মতো ট্রেন চলাচল ও মানসম্মত সেবা নিশ্চিতের দাবি জানিয়েছেন। বেতনা এক্সপ্রেসের যাত্রীসেবা নিয়ে অসন্তোষ প্রকাশ করেছেন যাত্রীরা। তারা সময়মতো ট্রেন চলাচল ও মানসম্মত সেবা নিশ্চিতের দাবি জানিয়েছেন। বেতনা এক্সপ্রেসের যাত্রীসেবা নিয়ে অসন্তোষ প্রকাশ করেছেন যাত্রীরা। তারা সময়মতো ট্রেন চলাচল ও মানসম্মত সেবা নিশ্চিতের দাবি জানিয়েছেন। বেতনা এক্সপ্রেসের যাত্রীসেবা নিয়ে অসন্তোষ প্রকাশ করেছেন যাত্রীরা। তারা সময়মতো ট্রেন চলাচল ও মানসম্মত সেবা নিশ্চিতের দাবি জানিয়েছেন। — [1151, 1615, 1323, 2067]
section-rule — [589, 775, 1510, 777]
probash-byline: ■ প্রবাস বাংলা ডেস্ক — [45, 900, 129, 917]
binodon-body-left: দুই বছর পর নতুন সিনেমা ‘উৎসব’ নিয়ে হাজির হয়েছেন দেশীয় শোবিজের সু-অভিনেত্রী অপি করিম। তানিম নূর পরিচালিত সিনেমাটি মুক্তি পেয়েছে ঈদে। এই উপলক্ষে সম্প্রতি এক সাক্ষাৎকারে তিনি তাঁর অভিনয়জীবন ও নতুন সিনেমা নিয়ে কথা বলেছেন। অপি করিম বলেন, ‘একটা সময় শিক্ষকতার কারণে অভিনয়ে কম সময় দিয়েছি। এখন শিক্ষকতা পুরো টাইম করছি না। আমার নিজের একটা ফার্ম আছে সেখানে সময় দেই। কাজ করলে বেছে বেছে করতে চাই। আমি বিশ্বাস করি দর্শক আমাকে মনে রেখেছে। এটা আমার জন্য অনেক বড় পাওয়া।’ শুধু অপি করিম নন, জাহিদ হাসান, আফসানা মিমি, জয়া আহসানসহ আরও অনেকেই ‘উৎসব’ সিনেমায় অভিনয় করেছেন। তাদের কাজের ধরন ও সহশিল্পীদের সঙ্গে অভিজ্ঞতা নিয়েও কথা বলেছেন এই অভিনেত্রী। তিনি বলেন, সবাই মিলে দারুণ একটি পরিবেশে কাজ হয়েছে। — [45, 251, 291, 459]
kobita-headline: কবিতা মানুষের — [622, 1798, 740, 1821]
prayer-times: ফজর-৪.৫০, জোহর-১.৩০, আছর-৫-১৫, মাগরিব-৬.৫২, এশা-৮.৪৫ — [107, 26, 405, 39]
chhatra-hotya-body: ছাত্র হত্যা মামলায় অভিযুক্ত কয়েকজনকে গ্রেপ্তার করেছে পুলিশ। মামলার তদন্ত কর্মকর্তা জানান, অন্য আসামিদের ধরতেও অভিযান অব্যাহত রয়েছে। ছাত্র হত্যা মামলায় অভিযুক্ত কয়েকজনকে গ্রেপ্তার করেছে পুলিশ। মামলার তদন্ত কর্মকর্তা জানান, অন্য আসামিদের ধরতেও অভিযান অব্যাহত রয়েছে। — [971, 1154, 1142, 1292]
protest-photo — [191, 889, 569, 1097]
magura-headline: মাগুরায় জামায়াতের — [975, 787, 1138, 809]
chougachha-story — [314, 1888, 578, 2385]
sharsha-story — [971, 1874, 1142, 2385]
binodon-kicker-1: বাংলার — [47, 125, 115, 152]
probash-banner — [36, 789, 574, 842]
